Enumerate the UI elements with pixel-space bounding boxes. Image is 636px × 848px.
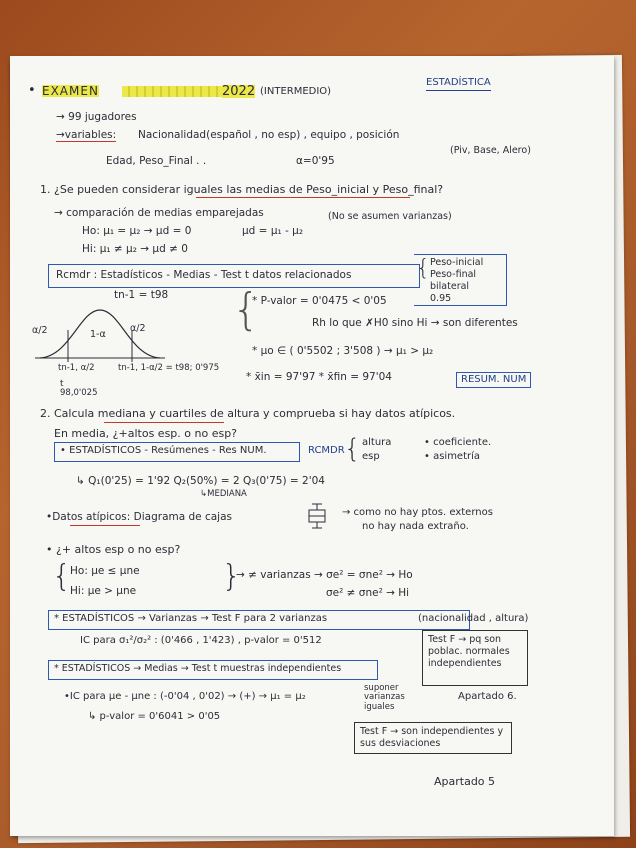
one-minus-alpha: 1-α [90, 329, 106, 340]
q2-brace: { [344, 434, 361, 464]
apartado-6: Apartado 6. [458, 691, 517, 702]
side-1: Peso-inicial [430, 257, 484, 268]
t-left-label: tn-1, α/2 [58, 363, 95, 373]
header-subject: ESTADÍSTICA [426, 78, 491, 91]
q2-h1: Hi: μe > μne [70, 585, 137, 597]
equal-var-note: suponer varianzas iguales [364, 683, 405, 712]
q2-ci-var: IC para σ₁²/σ₂² : (0'466 , 1'423) , p-valor = 0'512 [80, 635, 322, 646]
header-year: 2022 [222, 84, 256, 99]
q2-outliers: •Datos atípicos: Diagrama de cajas [46, 511, 233, 523]
variables-list-1: Nacionalidad(español , no esp) , equipo , posición [138, 129, 400, 141]
q2-rcmdr: • ESTADÍSTICOS - Resúmenes - Res NUM. [60, 445, 267, 456]
outliers-note-2: no hay nada extraño. [362, 521, 469, 532]
q1-rcmdr: Rcmdr : Estadísticos - Medias - Test t datos relacionados [56, 269, 352, 281]
header-exam: EXAMEN [42, 84, 99, 98]
q2-pvalue: ↳ p-valor = 0'6041 > 0'05 [88, 711, 221, 722]
exam-sheet [10, 56, 614, 836]
t-bottom-1: t [60, 379, 64, 389]
q2-title-1: 2. Calcula mediana y cuartiles de altura y comprueba si hay datos atípicos. [40, 407, 456, 420]
apartado-5: Apartado 5 [434, 775, 496, 788]
results-brace: { [232, 284, 260, 335]
side-2: Peso-final [430, 269, 477, 280]
q2-opt-1: altura [362, 437, 392, 448]
alpha-half-right: α/2 [130, 323, 146, 334]
q1-mu-ci: * μo ∈ ( 0'5502 ; 3'508 ) → μ₁ > μ₂ [252, 345, 434, 357]
q2-opt-3: • coeficiente. [424, 437, 492, 448]
q2-ttest: * ESTADÍSTICOS → Medias → Test t muestras independientes [54, 663, 342, 674]
hyp-brace-close: } [222, 559, 242, 594]
q1-means: * x̄in = 97'97 * x̄fin = 97'04 [246, 371, 392, 383]
resumen-box: RESUM. NUM [456, 372, 531, 388]
q2-which-taller: • ¿+ altos esp o no esp? [46, 543, 181, 556]
hyp-brace: { [52, 559, 72, 594]
side-3: bilateral [430, 281, 470, 292]
q2-median-note: ↳MEDIANA [200, 489, 247, 499]
t-dist-label: tn-1 = t98 [114, 289, 169, 301]
q1-comparison: → comparación de medias emparejadas [54, 207, 264, 219]
outliers-underline [70, 525, 140, 526]
header-level: (INTERMEDIO) [260, 86, 332, 97]
header-bullet: • [28, 83, 36, 98]
q1-h1: Hi: μ₁ ≠ μ₂ → μd ≠ 0 [82, 243, 188, 255]
q2-title-2: En media, ¿+altos esp. o no esp? [54, 427, 238, 440]
q2-quartiles: ↳ Q₁(0'25) = 1'92 Q₂(50%) = 2 Q₃(0'75) = 2'04 [76, 475, 325, 487]
ftest-note: Test F → pq son poblac. normales independientes [428, 634, 510, 669]
q2-ftest: * ESTADÍSTICOS → Varianzas → Test F para 2 varianzas [54, 613, 328, 624]
q1-pvalue: * P-valor = 0'0475 < 0'05 [252, 295, 387, 307]
alpha-half-left: α/2 [32, 325, 48, 336]
q2-ftest-vars: (nacionalidad , altura) [418, 613, 529, 624]
q2-opt-4: • asimetría [424, 451, 481, 462]
side-4: 0.95 [430, 293, 452, 304]
side-brace: { [416, 256, 430, 281]
q1-note: (No se asumen varianzas) [328, 211, 452, 222]
q1-title-underline [196, 197, 410, 198]
q1-mud: μd = μ₁ - μ₂ [242, 225, 304, 237]
q2-ci-means: •IC para μe - μne : (-0'04 , 0'02) → (+) → μ₁ = μ₂ [64, 691, 306, 702]
boxplot-icon [306, 504, 328, 530]
q2-title-underline [104, 422, 224, 423]
variables-list-2: (Piv, Base, Alero) [450, 145, 531, 156]
q1-title: 1. ¿Se pueden considerar iguales las medias de Peso_inicial y Peso_final? [40, 183, 444, 196]
outliers-note-1: → como no hay ptos. externos [342, 507, 493, 518]
q2-opt-2: esp [362, 451, 380, 462]
players-count: → 99 jugadores [56, 111, 137, 123]
q1-h0: Ho: μ₁ = μ₂ → μd = 0 [82, 225, 192, 237]
q2-h0: Ho: μe ≤ μne [70, 565, 140, 577]
q2-variances-2: σe² ≠ σne² → Hi [326, 587, 410, 599]
scribbled-out-text [122, 86, 222, 97]
alpha-value: α=0'95 [296, 155, 335, 167]
variables-label: →variables: [56, 129, 117, 141]
t-bottom-2: 98,0'025 [60, 388, 98, 398]
ttest-note: Test F → son independientes y sus desviaciones [360, 726, 504, 749]
variables-list-3: Edad, Peso_Final . . [106, 155, 207, 167]
q2-variances: → ≠ varianzas → σe² = σne² → Ho [236, 569, 413, 581]
q1-reject: Rh lo que ✗H0 sino Hi → son diferentes [312, 317, 518, 329]
t-right-label: tn-1, 1-α/2 = t98; 0'975 [118, 363, 220, 373]
q2-rcmdr-tag: RCMDR [308, 445, 345, 456]
